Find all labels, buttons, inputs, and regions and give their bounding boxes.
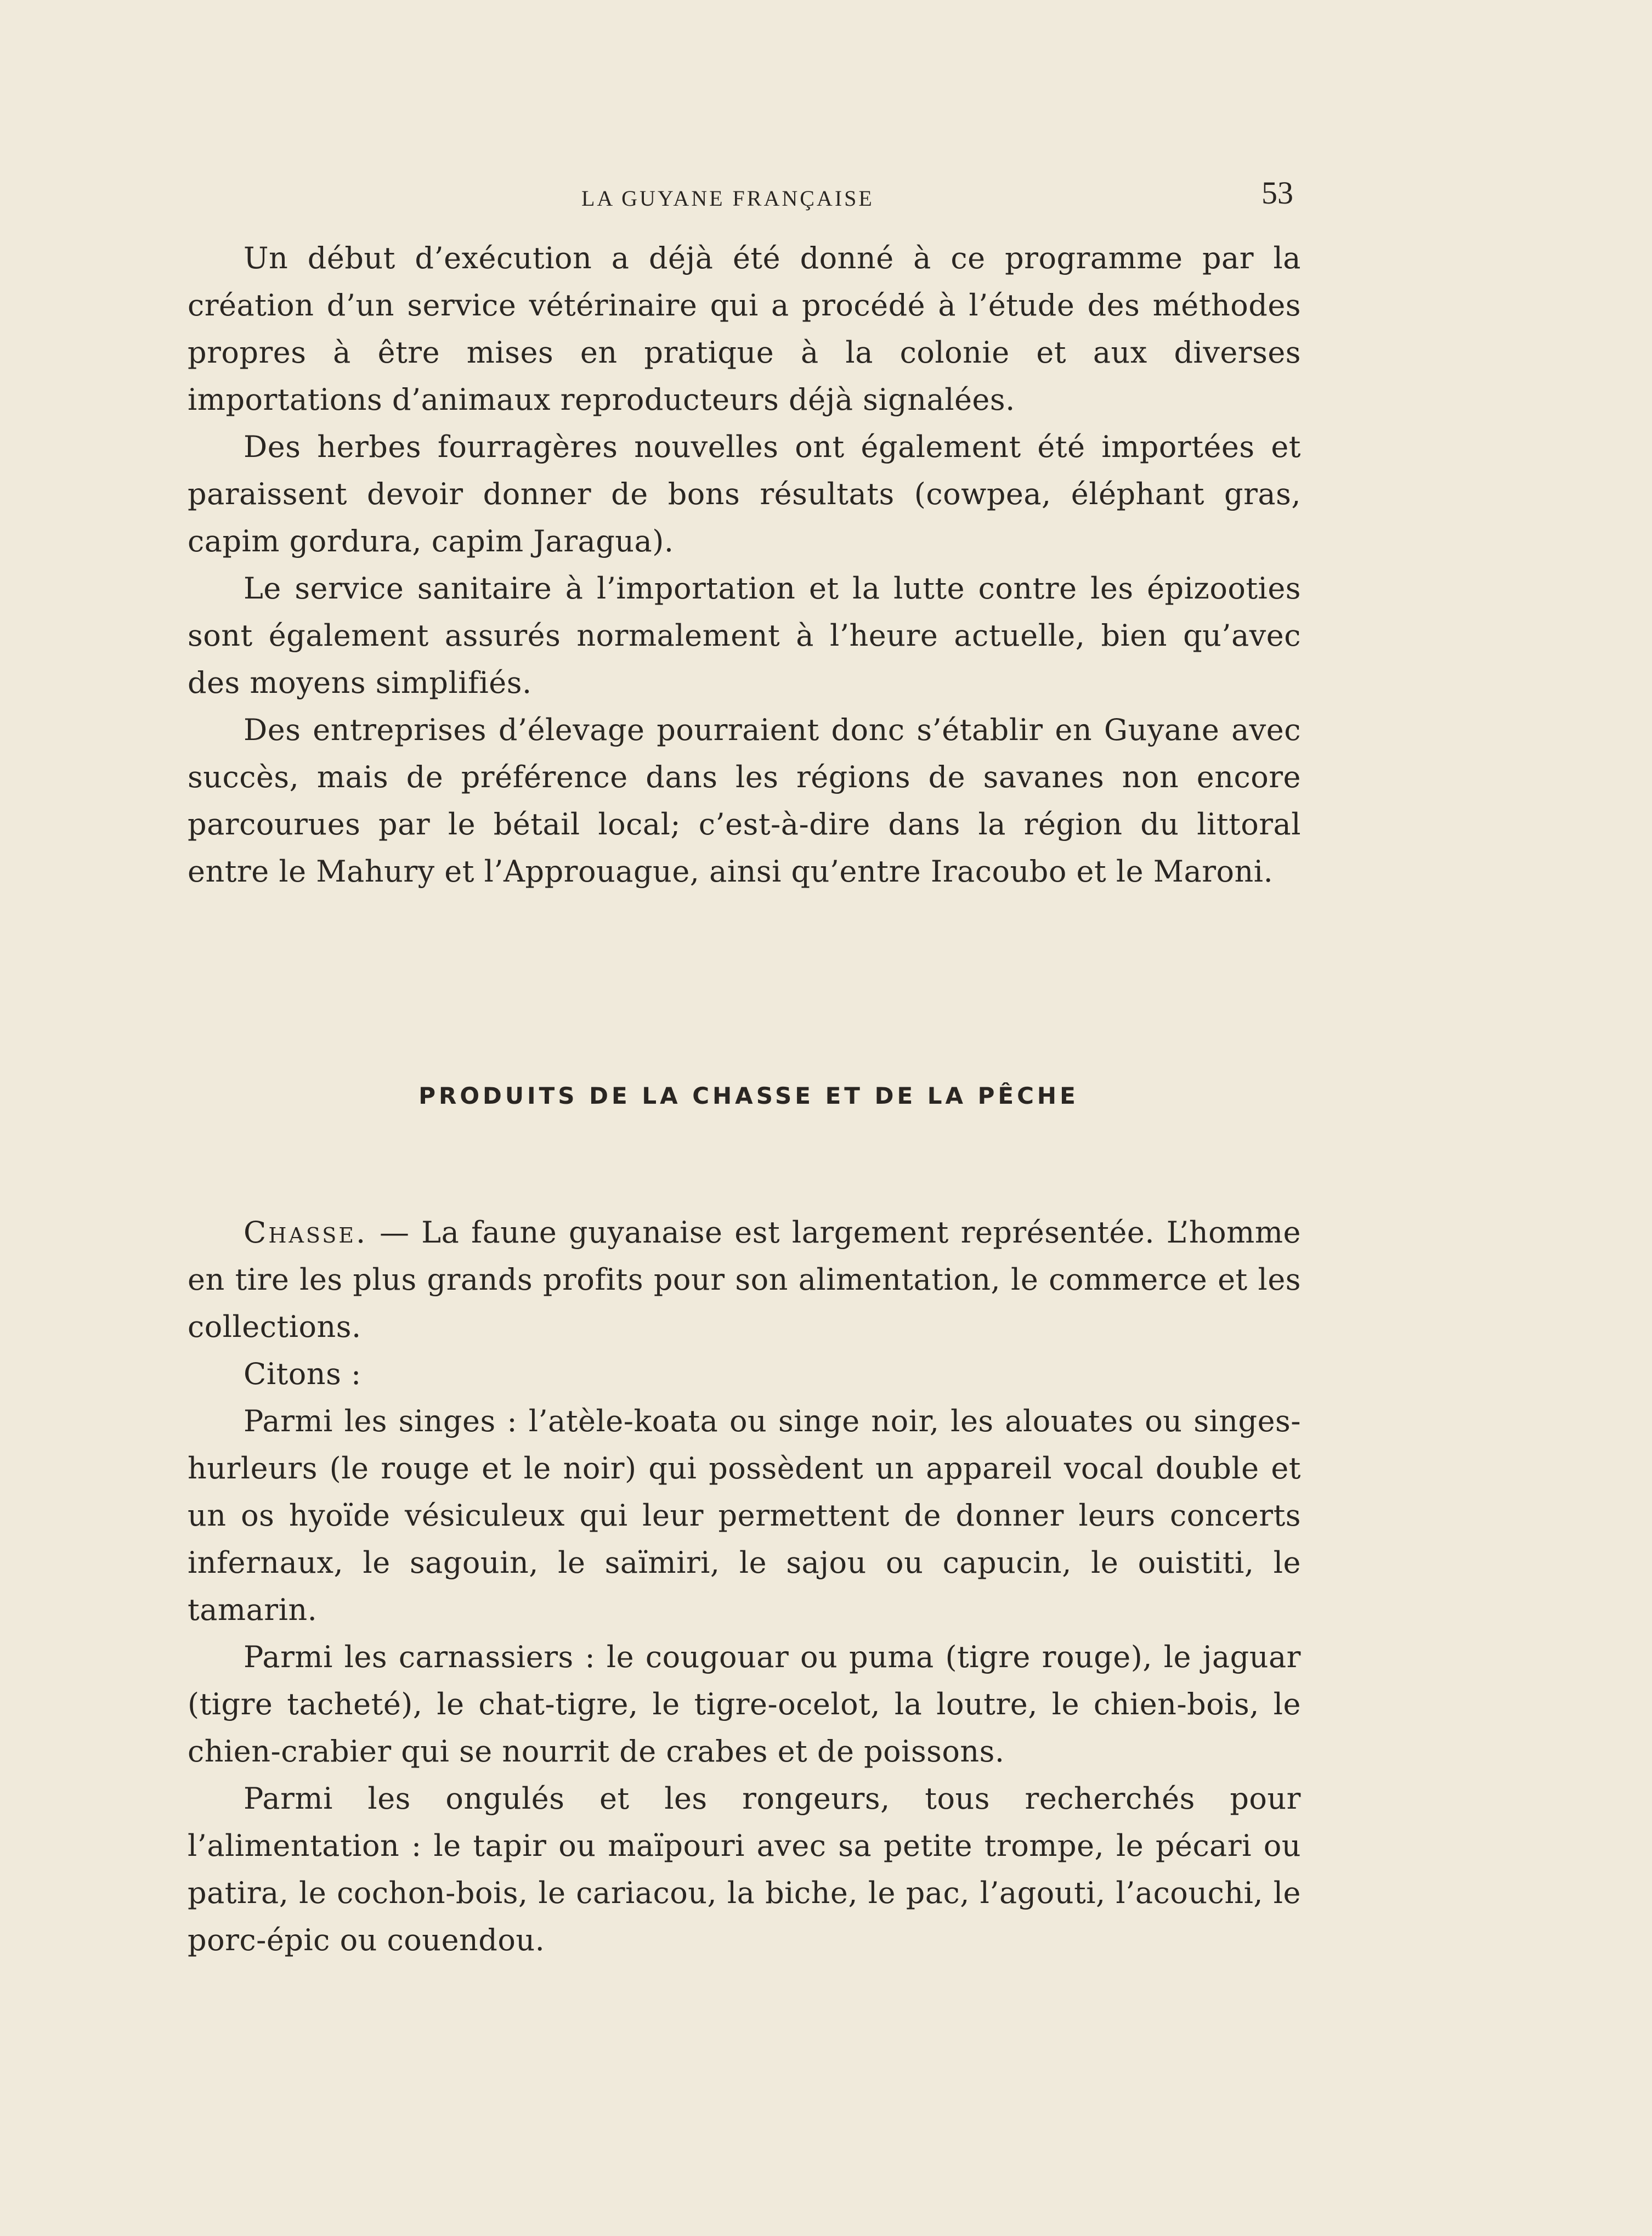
paragraph-citons: Citons : bbox=[244, 1357, 361, 1391]
run-in-heading-chasse: Chasse. bbox=[244, 1215, 368, 1250]
running-header-title: LA GUYANE FRANÇAISE bbox=[581, 186, 874, 211]
paragraph-veterinary-service: Un début d’exécution a déjà été donné à ce programme par la création d’un service vétérinaire qui a procédé à l’étude des méthodes propres à être mises en pratique à la colonie et aux diverses importations d’animaux reproducteurs déjà signalées. bbox=[188, 241, 1301, 417]
paragraph-ungulates-rodents: Parmi les ongulés et les rongeurs, tous recherchés pour l’alimentation : le tapir ou maïpouri avec sa petite trompe, le pécari ou patira, le cochon-bois, le cariacou, la biche, le pac, l’agouti, l’acouchi, le porc-épic ou couendou. bbox=[188, 1781, 1301, 1957]
paragraph-hunting-intro bbox=[188, 1209, 1301, 1351]
livestock-text-block bbox=[188, 235, 1301, 895]
page-number: 53 bbox=[1261, 175, 1293, 211]
paragraph-carnivores: Parmi les carnassiers : le cougouar ou puma (tigre rouge), le jaguar (tigre tacheté), le chat-tigre, le tigre-ocelot, la loutre, le chien-bois, le chien-crabier qui se nourrit de crabes et de poissons. bbox=[188, 1640, 1301, 1769]
hunting-intro-text: — La faune guyanaise est largement représentée. L’homme en tire les plus grands profits pour son alimentation, le commerce et les collections. bbox=[188, 1215, 1301, 1344]
paragraph-monkeys: Parmi les singes : l’atèle-koata ou singe noir, les alouates ou singes-hurleurs (le rouge et le noir) qui possèdent un appareil vocal double et un os hyoïde vésiculeux qui leur permettent de donner leurs concerts infernaux, le sagouin, le saïmiri, le sajou ou capucin, le ouistiti, le tamarin. bbox=[188, 1404, 1301, 1627]
paragraph-breeding-enterprises: Des entreprises d’élevage pourraient donc s’établir en Guyane avec succès, mais de préférence dans les régions de savanes non encore parcourues par le bétail local; c’est-à-dire dans la région du littoral entre le Mahury et l’Approuague, ainsi qu’entre Iracoubo et le Maroni. bbox=[188, 713, 1301, 889]
hunting-text-block bbox=[188, 1209, 1301, 1964]
paragraph-forage-grasses: Des herbes fourragères nouvelles ont également été importées et paraissent devoir donner de bons résultats (cowpea, éléphant gras, capim gordura, capim Jaragua). bbox=[188, 430, 1301, 558]
paragraph-sanitary-service: Le service sanitaire à l’importation et la lutte contre les épizooties sont également assurés normalement à l’heure actuelle, bien qu’avec des moyens simplifiés. bbox=[188, 571, 1301, 700]
section-heading: PRODUITS DE LA CHASSE ET DE LA PÊCHE bbox=[418, 1082, 1079, 1109]
